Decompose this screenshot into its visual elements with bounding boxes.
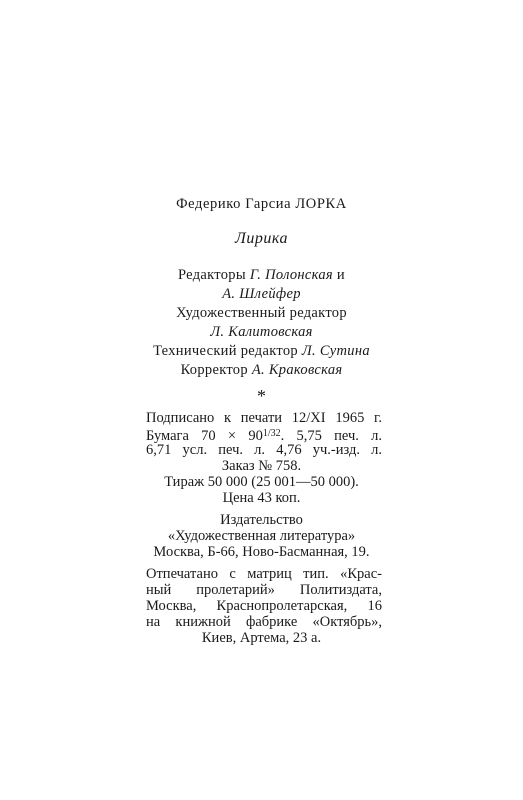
paper-format-fraction: 1/32 <box>262 428 281 439</box>
printer-line-5: Киев, Артема, 23 а. <box>201 630 322 646</box>
paper-format-a: Бумага 70 × 90 <box>146 428 263 444</box>
art-editor-label: Художественный редактор <box>176 305 347 321</box>
editor-2: А. Шлейфер <box>222 286 301 302</box>
tech-editor-label: Технический редактор <box>153 343 298 359</box>
book-title: Лирика <box>235 230 288 247</box>
proofreader-line <box>0 362 523 378</box>
publisher-name: «Художественная литература» <box>167 528 356 544</box>
separator-asterisk: * <box>257 386 266 406</box>
printer-line-4: на книжной фабрике «Октябрь», <box>146 614 382 630</box>
price: Цена 43 коп. <box>222 490 301 506</box>
printer-line-1: Отпечатано с матриц тип. «Крас- <box>146 566 382 582</box>
proofreader-name: А. Краковская <box>251 362 343 378</box>
printed-sheets: 6,71 усл. печ. л. 4,76 уч.-изд. л. <box>146 442 382 458</box>
publisher-label: Издательство <box>220 512 303 528</box>
printer-line-3: Москва, Краснопролетарская, 16 <box>146 598 382 614</box>
editors-line <box>0 267 523 283</box>
order-number: Заказ № 758. <box>221 458 302 474</box>
tech-editor-line <box>0 343 523 359</box>
printer-line-2: ный пролетарий» Политиздата, <box>146 582 382 598</box>
tech-editor-name: Л. Сутина <box>301 343 370 359</box>
proofreader-label: Корректор <box>180 362 248 378</box>
publisher-address: Москва, Б-66, Ново-Басманная, 19. <box>153 544 370 560</box>
print-run: Тираж 50 000 (25 001—50 000). <box>164 474 359 490</box>
editor-1: Г. Полонская <box>249 267 333 283</box>
editors-label: Редакторы <box>178 267 246 283</box>
and-word: и <box>336 267 345 283</box>
signed-for-print: Подписано к печати 12/XI 1965 г. <box>146 410 382 426</box>
art-editor-name: Л. Калитовская <box>210 324 313 340</box>
paper-format-b: . 5,75 печ. л. <box>280 428 382 444</box>
author-name: Федерико Гарсиа ЛОРКА <box>176 196 347 212</box>
